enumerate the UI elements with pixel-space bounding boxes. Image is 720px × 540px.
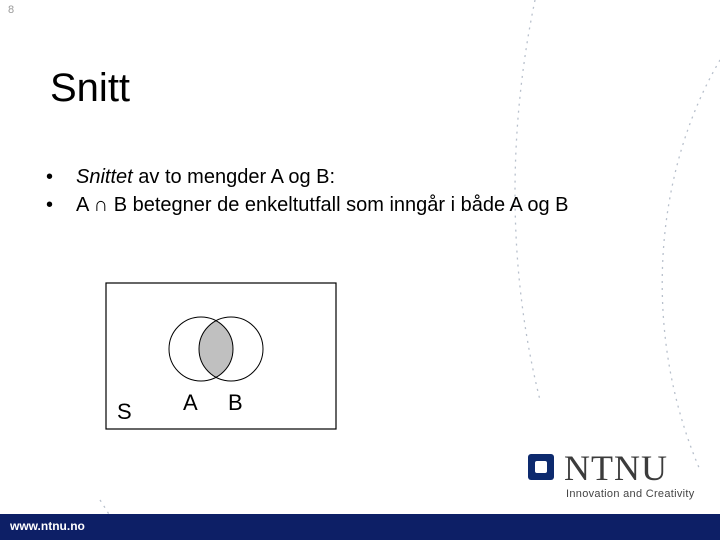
logo-tagline: Innovation and Creativity: [566, 488, 695, 500]
footer-bar: [0, 514, 720, 540]
ntnu-logo: [528, 448, 714, 504]
bullet-marker: •: [46, 194, 54, 216]
logo-wordmark: NTNU: [564, 448, 668, 488]
bullet-text: A ∩ B betegner de enkeltutfall som inngår i både A og B: [76, 194, 569, 216]
footer-url: www.ntnu.no: [10, 519, 85, 533]
bullet-item-explanation: [46, 191, 646, 219]
set-a-label: A: [183, 390, 198, 415]
bullet-italic-term: Snittet: [76, 166, 133, 188]
set-b-label: B: [228, 390, 243, 415]
bullet-marker: •: [46, 166, 54, 188]
bullet-list: [46, 163, 646, 219]
venn-diagram: [105, 282, 337, 430]
bullet-text: av to mengder A og B:: [132, 166, 336, 188]
slide-title: Snitt: [50, 66, 131, 110]
slide-number: 8: [8, 4, 15, 16]
bullet-item-definition: [46, 163, 646, 191]
sample-space-label: S: [117, 399, 132, 424]
logo-square-icon: [528, 454, 554, 480]
